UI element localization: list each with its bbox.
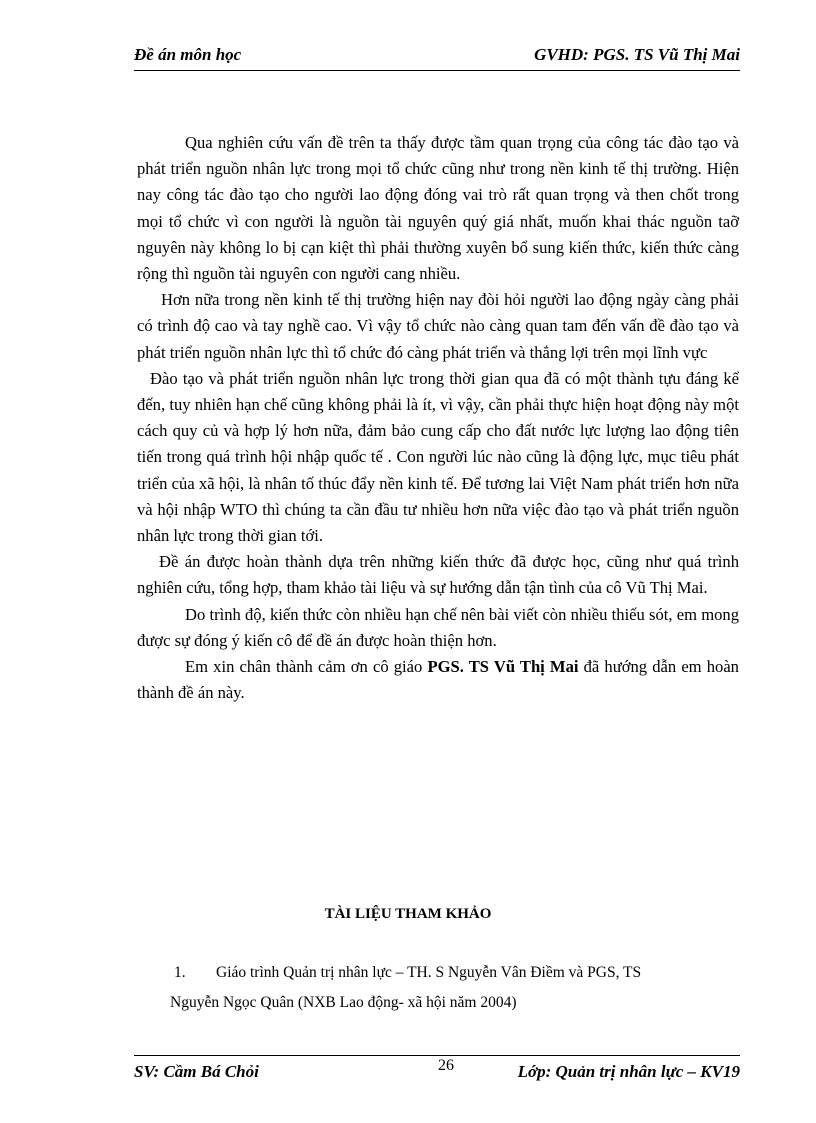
paragraph-6 xyxy=(137,654,739,706)
main-body xyxy=(137,130,739,706)
reference-item xyxy=(170,958,740,1018)
paragraph-4: Đề án được hoàn thành dựa trên những kiến thức đã được học, cũng như quá trình nghiên cứu, tổng hợp, tham khảo tài liệu và sự hướng dẫn tận tình của cô Vũ Thị Mai. xyxy=(137,552,739,598)
page-footer xyxy=(134,1055,740,1084)
reference-line-1 xyxy=(170,958,740,988)
references-title: TÀI LIỆU THAM KHẢO xyxy=(324,906,492,922)
page-number: 26 xyxy=(438,1057,454,1074)
paragraph-3: Đào tạo và phát triển nguồn nhân lực trong thời gian qua đã có một thành tựu đáng kể đến, tuy nhiên hạn chế cũng không phải là ít, vì vậy, cần phải thực hiện hoạt động này một cách quy củ và hợp lý hơn nữa, đảm bảo cung cấp cho đất nước lực lượng lao động tiên tiến trong quá trình hội nhập quốc tế . Con người lúc nào cũng là động lực, mục tiêu phát triển của xã hội, là nhân tố thúc đẩy nền kinh tế. Để tương lai Việt Nam phát triển hơn nữa và hội nhập WTO thì chúng ta cần đầu tư nhiều hơn nữa việc đào tạo và phát triển nguồn nhân lực trong thời gian tới. xyxy=(137,368,739,546)
reference-text-1: Giáo trình Quản trị nhân lực – TH. S Nguyễn Vân Điềm và PGS, TS xyxy=(216,964,642,981)
paragraph-6-end: đã hướng dẫn em hoàn thành đề án này. xyxy=(137,657,739,703)
footer-class: Lớp: Quản trị nhân lực – KV19 xyxy=(517,1062,740,1081)
paragraph-5: Do trình độ, kiến thức còn nhiều hạn chế nên bài viết còn nhiều thiếu sót, em mong được sự đóng ý kiến cô để đề án được hoàn thiện hơn. xyxy=(137,604,739,650)
header-supervisor: GVHD: PGS. TS Vũ Thị Mai xyxy=(534,45,740,64)
footer-student: SV: Cầm Bá Chỏi xyxy=(134,1062,259,1081)
reference-line-2: Nguyễn Ngọc Quân (NXB Lao động- xã hội năm 2004) xyxy=(170,994,517,1011)
paragraph-6-start: Em xin chân thành cảm ơn cô giáo xyxy=(185,657,428,677)
paragraph-1: Qua nghiên cứu vấn đề trên ta thấy được tầm quan trọng của công tác đào tạo và phát triển nguồn nhân lực trong mọi tổ chức cũng như trong nền kinh tế thị trường. Hiện nay công tác đào tạo cho người lao động đóng vai trò rất quan trọng và then chốt trong mọi tổ chức vì con người là nguồn tài nguyên quý giá nhất, muốn khai thác nguồn taỡ nguyên này không lo bị cạn kiệt thì phải thường xuyên bổ sung kiến thức, kiến thức càng rộng thì nguồn tài nguyên con người cang nhiều. xyxy=(137,133,739,284)
reference-number: 1. xyxy=(174,964,186,981)
header-course-title: Đề án môn học xyxy=(134,45,242,64)
supervisor-name: PGS. TS Vũ Thị Mai xyxy=(427,657,579,677)
paragraph-2: Hơn nữa trong nền kinh tế thị trường hiện nay đòi hỏi người lao động ngày càng phải có trình độ cao và tay nghề cao. Vì vậy tổ chức nào càng quan tam đến vấn đề đào tạo và phát triển nguồn nhân lực thì tổ chức đó càng phát triển và thắng lợi trên mọi lĩnh vực xyxy=(137,290,739,362)
page-header xyxy=(134,44,740,71)
